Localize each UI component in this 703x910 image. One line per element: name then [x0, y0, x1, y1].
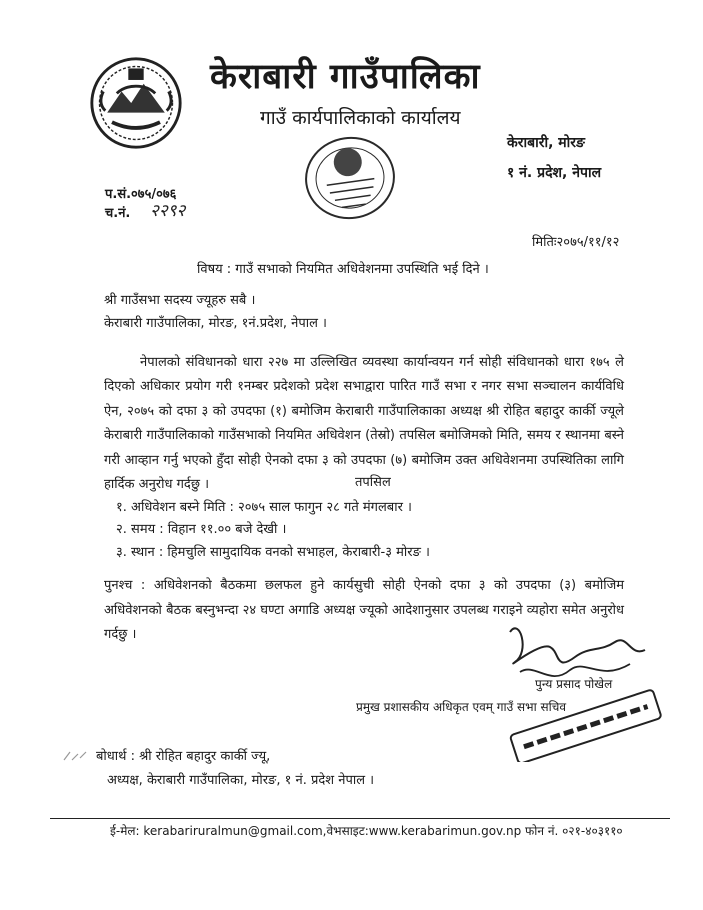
detail-item-venue: ३. स्थान : हिमचुलि सामुदायिक वनको सभाहल, केराबारी-३ मोरङ ।: [116, 545, 430, 560]
signer-title: प्रमुख प्रशासकीय अधिकृत एवम् गाउँ सभा सचिव: [356, 700, 567, 714]
chalani-number-handwritten: २२९२: [150, 201, 186, 221]
signer-name: पुन्य प्रसाद पोखेल: [535, 677, 613, 691]
chalani-label: च.नं.: [105, 206, 131, 221]
government-emblem-icon: [88, 55, 184, 151]
cc-line-2: अध्यक्ष, केराबारी गाउँपालिका, मोरङ, १ नं. प्रदेश नेपाल ।: [107, 773, 375, 788]
letter-body: नेपालको संविधानको धारा २२७ मा उल्लिखित व्यवस्था कार्यान्वयन गर्न सोही संविधानको धारा १७५ ले दिएको अधिकार प्रयोग गरी १नम्बर प्रदेशको प्रदेश सभाद्वारा पारित गाउँ सभा र नगर सभा सञ्चालन कार्यविधि ऐन, २०७५ को दफा ३ को उपदफा (१) बमोजिम केराबारी गाउँपालिकाका अध्यक्ष श्री रोहित बहादुर कार्की ज्यूले केराबारी गाउँपालिकाको गाउँसभाको नियमित अधिवेशन (तेस्रो) तपसिल बमोजिमको मिति, समय र स्थानमा बस्ने गरी आव्हान गर्नु भएको हुँदा सोही ऐनको दफा ३ को उपदफा (७) बमोजिम उक्त अधिवेशनमा उपस्थितिका लागि हार्दिक अनुरोध गर्दछु ।: [104, 355, 624, 493]
addressee-line-2: केराबारी गाउँपालिका, मोरङ, १नं.प्रदेश, नेपाल ।: [104, 316, 327, 331]
address-line-2: १ नं. प्रदेश, नेपाल: [507, 165, 602, 181]
patra-sankhya: प.सं.०७५/०७६: [105, 187, 177, 202]
postscript: पुनश्च : अधिवेशनको बैठकमा छलफल हुने कार्यसुची सोही ऐनको दफा ३ को उपदफा (३) बमोजिम अधिवेशनको बैठक बस्नुभन्दा २४ घण्टा अगाडि अध्यक्ष ज्यूको आदेशानुसार उपलब्ध गराइने व्यहोरा समेत अनुरोध गर्दछु ।: [104, 578, 624, 642]
addressee-line-1: श्री गाउँसभा सदस्य ज्यूहरु सबै ।: [104, 293, 256, 308]
details-heading: तपसिल: [355, 475, 391, 490]
detail-item-time: २. समय : विहान ११.०० बजे देखी ।: [116, 522, 287, 537]
footer-contact: ई-मेल: kerabariruralmun@gmail.com,वेभसाइट:www.kerabarimun.gov.np फोन नं. ०२१-४०३११०: [110, 824, 623, 838]
footer-divider: [50, 818, 670, 819]
letter-date: मितिः२०७५/११/१२: [532, 235, 620, 250]
detail-item-date: १. अधिवेशन बस्ने मिति : २०७५ साल फागुन २८ गते मंगलबार ।: [116, 500, 412, 515]
organization-name: केराबारी गाउँपालिका: [210, 57, 481, 97]
cc-line-1: बोधार्थ : श्री रोहित बहादुर कार्की ज्यू,: [96, 749, 271, 764]
office-stamp-icon: [300, 132, 400, 224]
address-line-1: केराबारी, मोरङ: [507, 135, 585, 151]
scan-mark: [62, 748, 88, 764]
office-name: गाउँ कार्यपालिकाको कार्यालय: [260, 107, 461, 129]
letter-subject: विषय : गाउँ सभाको नियमित अधिवेशनमा उपस्थिति भई दिने ।: [197, 262, 489, 277]
